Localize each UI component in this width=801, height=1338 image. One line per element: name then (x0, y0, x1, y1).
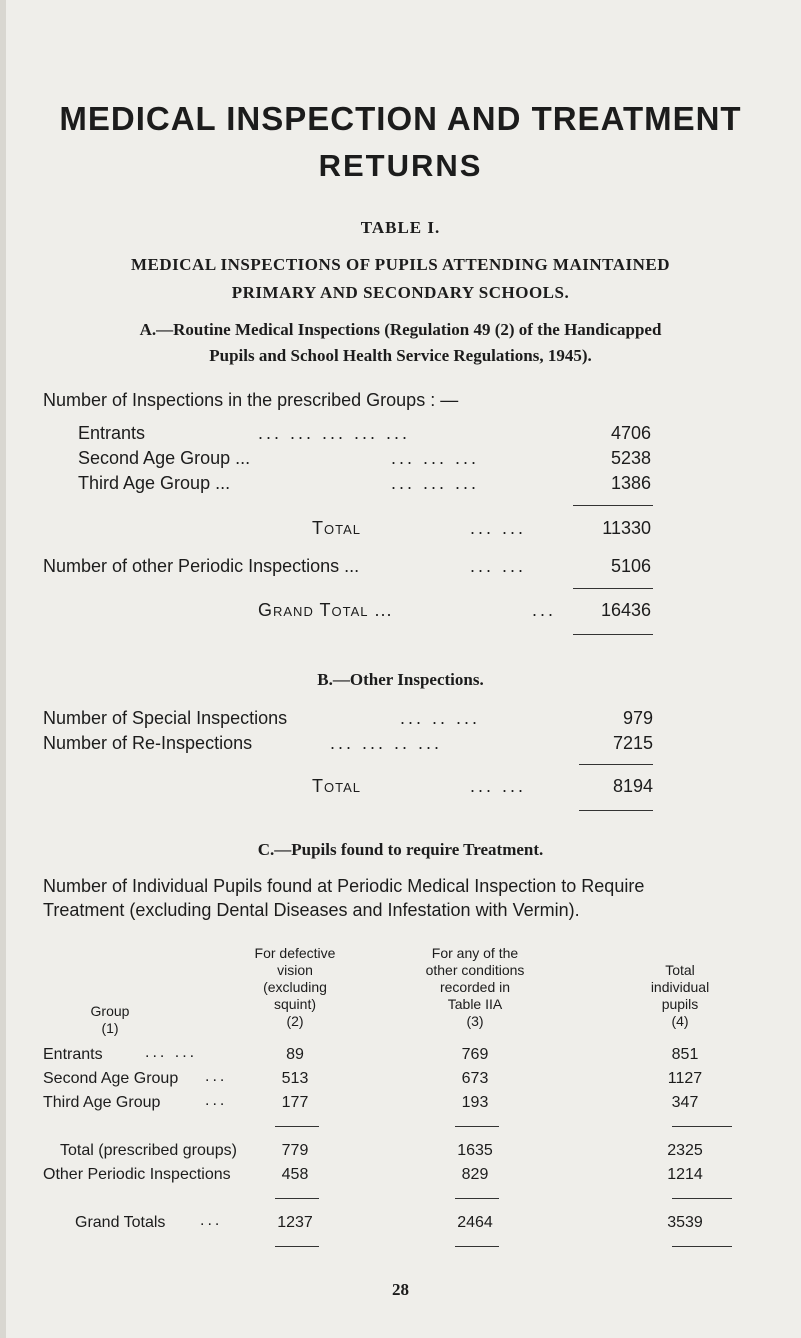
col-header-text: Table IIA (447, 996, 503, 1012)
grand-total-dots: ... (532, 600, 557, 620)
col-header-total (625, 962, 735, 1030)
col-header-text: vision (277, 962, 313, 978)
table-cell-vision: 1237 (277, 1214, 313, 1231)
col-header-text: pupils (661, 996, 699, 1012)
table-cell-vision: 779 (281, 1142, 309, 1159)
section-c-intro-line1: Number of Individual Pupils found at Periodic Medical Inspection to Require (43, 876, 645, 896)
rule (672, 1246, 732, 1247)
table-cell-other: 1635 (457, 1142, 493, 1159)
table-cell-vision: 89 (286, 1046, 304, 1063)
section-a-heading-line2: Pupils and School Health Service Regulations, 1945). (209, 346, 592, 365)
section-c-heading: C.—Pupils found to require Treatment. (257, 840, 544, 859)
table-cell-other: 769 (461, 1046, 489, 1063)
table-row-dots: ... ... (145, 1044, 198, 1061)
table-cell-vision: 458 (281, 1166, 309, 1183)
main-title-line2: RETURNS (318, 148, 483, 183)
re-inspections-dots: ... ... .. ... (330, 733, 443, 753)
row-label-entrants: Entrants (78, 423, 146, 443)
table-cell-other: 2464 (457, 1214, 493, 1231)
table-row-dots: ... (205, 1068, 228, 1085)
re-inspections-value: 7215 (612, 733, 653, 753)
special-inspections-value: 979 (622, 708, 653, 728)
col-header-text: For any of the (431, 945, 519, 961)
rule (672, 1126, 732, 1127)
section-a-total-label: Total (312, 518, 361, 538)
table-cell-total: 1214 (667, 1166, 703, 1183)
row-dots-third-age: ... ... ... (391, 473, 480, 493)
table-cell-vision: 513 (281, 1070, 309, 1087)
table-cell-other: 673 (461, 1070, 489, 1087)
table-cell-other: 193 (461, 1094, 489, 1111)
rule (579, 764, 653, 765)
other-periodic-label: Number of other Periodic Inspections ... (43, 556, 360, 576)
col-header-text: recorded in (439, 979, 511, 995)
col-header-text: (3) (466, 1013, 484, 1029)
col-header-text: Total (665, 962, 695, 978)
col-header-text: (1) (101, 1020, 119, 1036)
rule (455, 1246, 499, 1247)
subtitle-line1: MEDICAL INSPECTIONS OF PUPILS ATTENDING MAINTAINED (130, 255, 670, 274)
col-header-group (65, 1003, 155, 1037)
re-inspections-label: Number of Re-Inspections (43, 733, 253, 753)
page-edge (0, 0, 6, 1338)
special-inspections-label: Number of Special Inspections (43, 708, 288, 728)
page-number: 28 (392, 1280, 409, 1299)
table-row-dots: ... (200, 1212, 223, 1229)
section-a-intro: Number of Inspections in the prescribed Groups : — (43, 390, 459, 410)
col-header-text: other conditions (425, 962, 525, 978)
row-dots-second-age: ... ... ... (391, 448, 480, 468)
table-cell-total: 347 (671, 1094, 699, 1111)
section-a-total-value: 11330 (602, 518, 651, 538)
row-label-third-age: Third Age Group ... (78, 473, 231, 493)
col-header-text: (4) (671, 1013, 689, 1029)
table-cell-total: 3539 (667, 1214, 703, 1231)
rule (275, 1246, 319, 1247)
row-value-second-age: 5238 (610, 448, 651, 468)
col-header-text: squint) (273, 996, 317, 1012)
table-title: TABLE I. (360, 218, 441, 237)
table-row-label: Second Age Group (43, 1070, 179, 1087)
row-dots-entrants: ... ... ... ... ... (258, 423, 411, 443)
other-periodic-dots: ... ... (470, 556, 527, 576)
rule (573, 505, 653, 506)
main-title-line1: MEDICAL INSPECTION AND TREATMENT (59, 100, 742, 137)
special-inspections-dots: ... .. ... (400, 708, 481, 728)
rule (573, 588, 653, 589)
table-cell-total: 2325 (667, 1142, 703, 1159)
rule (672, 1198, 732, 1199)
col-header-other (400, 945, 550, 1030)
table-row-dots: ... (205, 1092, 228, 1109)
table-cell-total: 851 (671, 1046, 699, 1063)
table-row-label: Grand Totals (75, 1214, 166, 1231)
col-header-text: individual (650, 979, 710, 995)
section-a-heading-line1: A.—Routine Medical Inspections (Regulation 49 (2) of the Handicapped (139, 320, 662, 339)
rule (579, 810, 653, 811)
section-a-total-dots: ... ... (470, 518, 527, 538)
section-b-heading: B.—Other Inspections. (317, 670, 484, 689)
table-cell-vision: 177 (281, 1094, 309, 1111)
rule (573, 634, 653, 635)
row-value-third-age: 1386 (610, 473, 651, 493)
col-header-vision (235, 945, 355, 1030)
rule (455, 1198, 499, 1199)
rule (455, 1126, 499, 1127)
other-periodic-value: 5106 (610, 556, 651, 576)
rule (275, 1126, 319, 1127)
grand-total-label: Grand Total ... (258, 600, 393, 620)
section-b-total-dots: ... ... (470, 776, 527, 796)
table-cell-total: 1127 (667, 1070, 703, 1087)
table-cell-other: 829 (461, 1166, 489, 1183)
table-row-label: Entrants (43, 1046, 103, 1063)
grand-total-value: 16436 (600, 600, 651, 620)
col-header-text: For defective (254, 945, 336, 961)
section-b-total-value: 8194 (612, 776, 653, 796)
rule (275, 1198, 319, 1199)
subtitle-line2: PRIMARY AND SECONDARY SCHOOLS. (231, 283, 570, 302)
table-row-label: Third Age Group (43, 1094, 161, 1111)
col-header-text: Group (90, 1003, 130, 1019)
section-c-intro-line2: Treatment (excluding Dental Diseases and Infestation with Vermin). (43, 900, 580, 920)
col-header-text: (2) (286, 1013, 304, 1029)
table-row-label: Total (prescribed groups) (60, 1142, 237, 1159)
col-header-text: (excluding (263, 979, 327, 995)
section-b-total-label: Total (312, 776, 361, 796)
row-label-second-age: Second Age Group ... (78, 448, 251, 468)
row-value-entrants: 4706 (610, 423, 651, 443)
table-row-label: Other Periodic Inspections (43, 1166, 231, 1183)
